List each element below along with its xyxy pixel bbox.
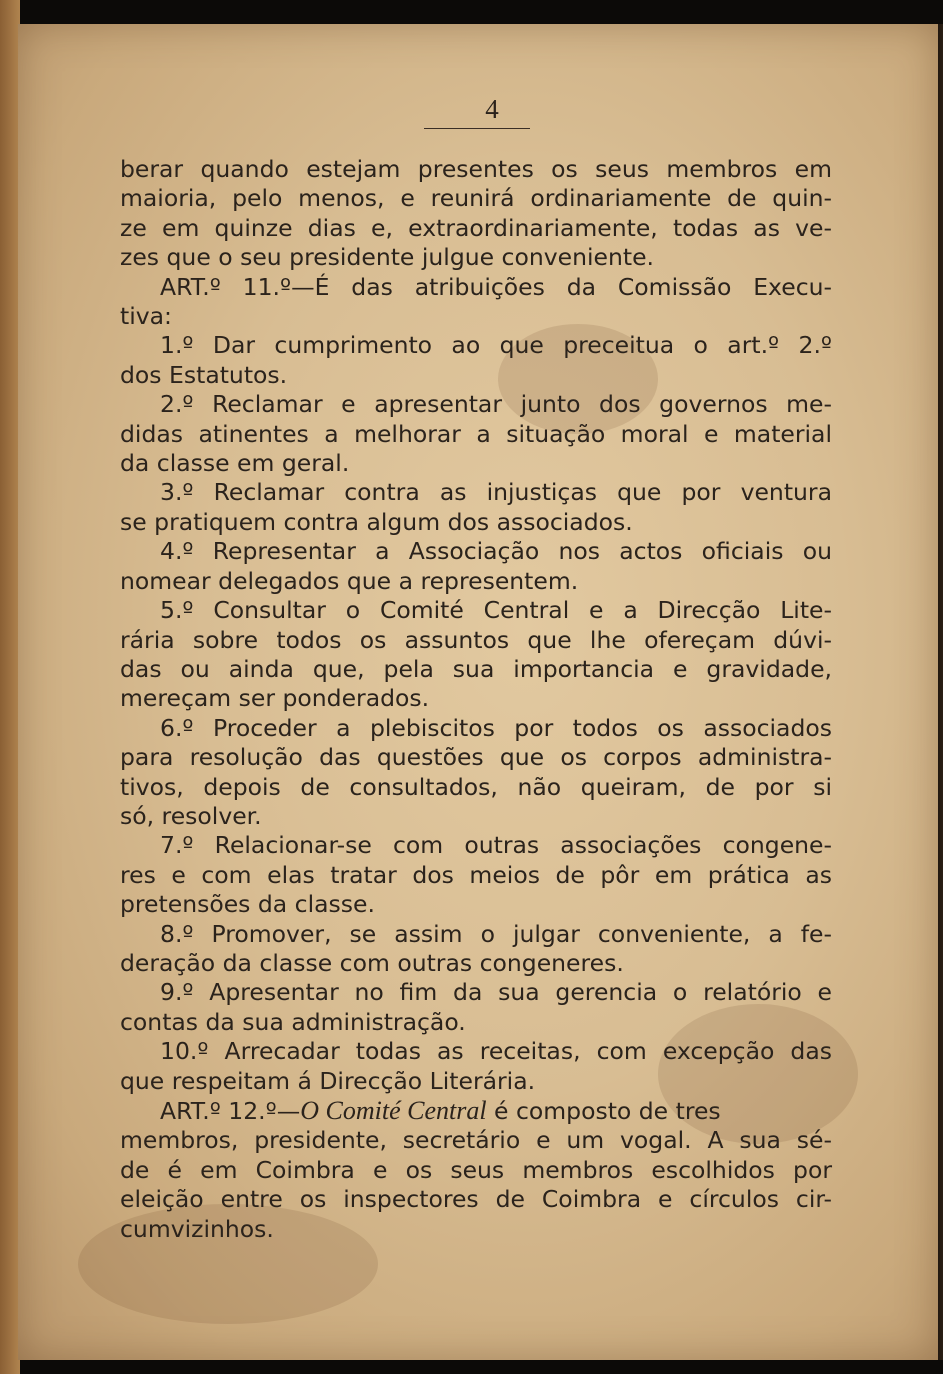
paragraph <box>120 155 832 273</box>
text-fragment: é composto de tres <box>486 1097 721 1125</box>
text-line: berar quando estejam presentes os seus membros em <box>120 155 832 183</box>
body-text <box>120 155 832 1244</box>
list-item-7 <box>120 831 832 919</box>
text-line: eleição entre os inspectores de Coimbra e círculos cir- <box>120 1185 832 1214</box>
list-item-8 <box>120 920 832 979</box>
text-line: 5.º Consultar o Comité Central e a Direcção Lite- <box>160 596 832 625</box>
document-page <box>18 24 938 1360</box>
text-line: res e com elas tratar dos meios de pôr em prática as <box>120 860 832 889</box>
header-rule <box>424 128 530 129</box>
text-line: se pratiquem contra algum dos associados. <box>120 507 633 536</box>
article-11 <box>120 273 832 332</box>
text-line: didas atinentes a melhorar a situação moral e material <box>120 419 832 448</box>
article-label: ART.º 12.º— <box>160 1097 301 1125</box>
italic-term: O Comité Central <box>300 1096 487 1125</box>
text-line: zes que o seu presidente julgue conveniente. <box>120 243 655 272</box>
text-line: que respeitam á Direcção Literária. <box>120 1066 536 1095</box>
list-item-2 <box>120 390 832 478</box>
page-number: 4 <box>485 94 499 124</box>
list-item-9 <box>120 978 832 1037</box>
article-12 <box>120 1096 832 1244</box>
text-line: maioria, pelo menos, e reunirá ordinariamente de quin- <box>120 184 832 213</box>
text-line: pretensões da classe. <box>120 890 375 919</box>
list-item-3 <box>120 478 832 537</box>
list-item-1 <box>120 331 832 390</box>
text-line: contas da sua administração. <box>120 1007 466 1036</box>
text-line: mereçam ser ponderados. <box>120 684 430 713</box>
text-line: 10.º Arrecadar todas as receitas, com excepção das <box>160 1037 832 1066</box>
text-line: 2.º Reclamar e apresentar junto dos governos me- <box>160 390 832 419</box>
text-line: 8.º Promover, se assim o julgar conveniente, a fe- <box>160 919 832 948</box>
text-line: 1.º Dar cumprimento ao que preceitua o art.º 2.º <box>160 331 832 360</box>
list-item-5 <box>120 596 832 714</box>
text-line: 4.º Representar a Associação nos actos oficiais ou <box>160 537 832 566</box>
text-line-mixed <box>120 1096 832 1126</box>
list-item-4 <box>120 537 832 596</box>
text-line: 3.º Reclamar contra as injustiças que por ventura <box>160 478 832 507</box>
text-line: rária sobre todos os assuntos que lhe ofereçam dúvi- <box>120 625 832 654</box>
text-line: deração da classe com outras congeneres. <box>120 948 624 977</box>
text-line: membros, presidente, secretário e um vogal. A sua sé- <box>120 1126 832 1155</box>
text-line: 6.º Proceder a plebiscitos por todos os associados <box>160 713 832 742</box>
text-line: ART.º 11.º—É das atribuições da Comissão Execu- <box>160 272 832 301</box>
list-item-10 <box>120 1037 832 1096</box>
text-line: cumvizinhos. <box>120 1214 274 1243</box>
text-line: ze em quinze dias e, extraordinariamente, todas as ve- <box>120 213 832 242</box>
text-line: das ou ainda que, pela sua importancia e gravidade, <box>120 654 832 683</box>
text-line: só, resolver. <box>120 801 262 830</box>
text-line: tiva: <box>120 302 172 331</box>
text-line: nomear delegados que a representem. <box>120 566 579 595</box>
book-spine-edge <box>0 0 20 1374</box>
text-line: 9.º Apresentar no fim da sua gerencia o relatório e <box>160 978 832 1007</box>
text-line: de é em Coimbra e os seus membros escolhidos por <box>120 1155 832 1184</box>
list-item-6 <box>120 714 832 832</box>
text-line: dos Estatutos. <box>120 360 288 389</box>
text-line: tivos, depois de consultados, não queiram, de por si <box>120 772 832 801</box>
text-line: para resolução das questões que os corpos administra- <box>120 743 832 772</box>
text-line: 7.º Relacionar-se com outras associações congene- <box>160 831 832 860</box>
text-line: da classe em geral. <box>120 449 350 478</box>
